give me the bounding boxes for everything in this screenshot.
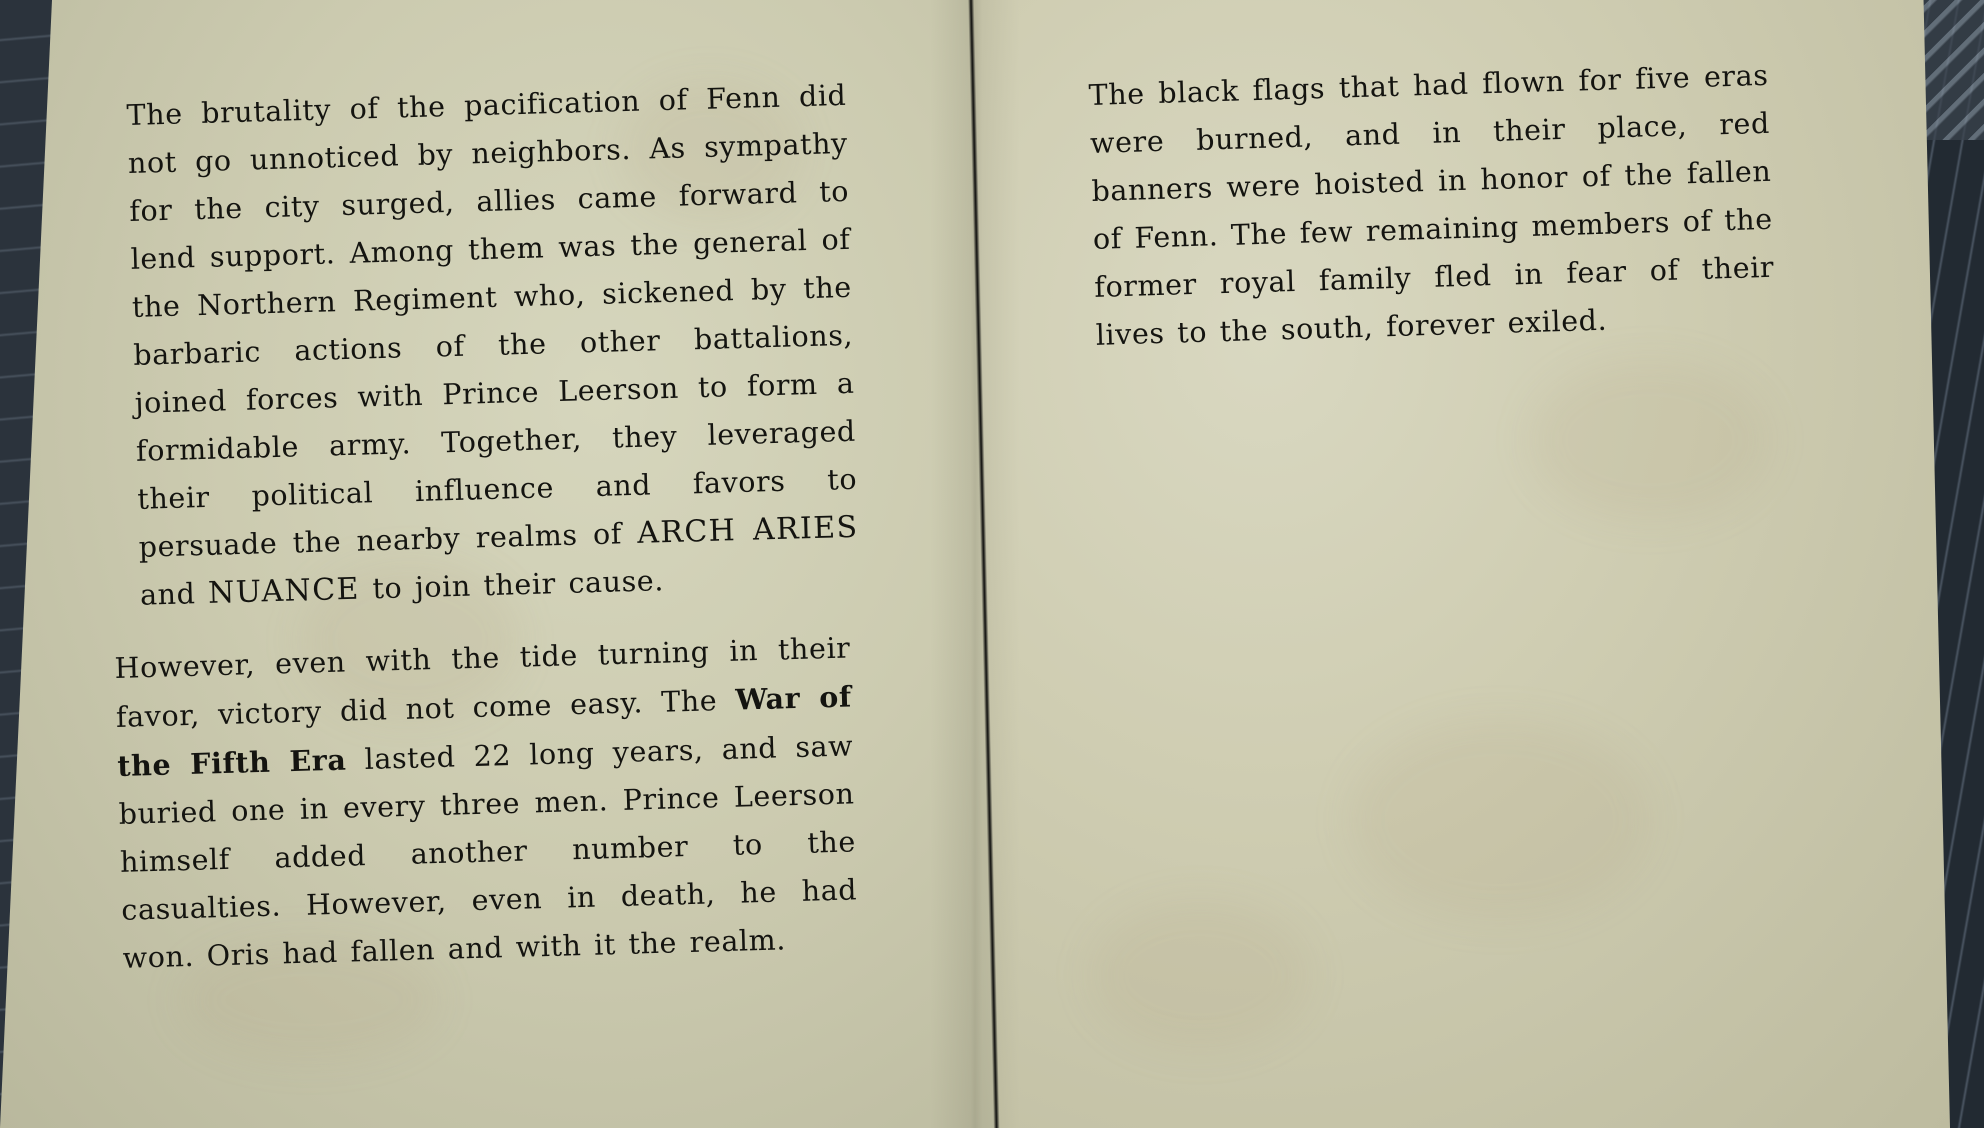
left-page-paragraph-1 <box>126 72 860 620</box>
realm-name-nuance: NUANCE <box>207 571 361 611</box>
right-page-paragraph-1: The black flags that had flown for five eras were burned, and in their place, red banners were hoisted in honor of the fallen of Fenn. The few remaining members of the former royal family fled in fear of their lives to the south, forever exiled. <box>1088 58 1775 352</box>
page-stain <box>1350 720 1650 920</box>
realm-name-arch-aries: ARCH ARIES <box>636 509 859 551</box>
paragraph-text: to join their cause. <box>359 564 665 606</box>
paragraph-text: and <box>139 576 209 612</box>
page-stain <box>1090 900 1310 1050</box>
paragraph-text: lasted 22 long years, and saw buried one in every three men. Prince Leerson himself added another number to the casualties. However, even in death, he had won. Oris had fallen and with it the realm. <box>118 729 858 975</box>
page-stain <box>1530 360 1770 520</box>
paragraph-text: The brutality of the pacification of Fenn did not go unnoticed by neighbors. As sympathy for the city surged, allies came forward to lend support. Among them was the general of the Northern Regiment who, sickened by the barbaric actions of the other battalions, joined forces with Prince Leerson to form a formidable army. Together, they leveraged their political influence and favors to persuade the nearby realms of <box>126 78 858 564</box>
left-page-paragraph-2 <box>114 624 859 982</box>
war-name-bold: War of the Fifth Era <box>116 679 853 783</box>
paragraph-text: However, even with the tide turning in their favor, victory did not come easy. The <box>114 631 851 734</box>
